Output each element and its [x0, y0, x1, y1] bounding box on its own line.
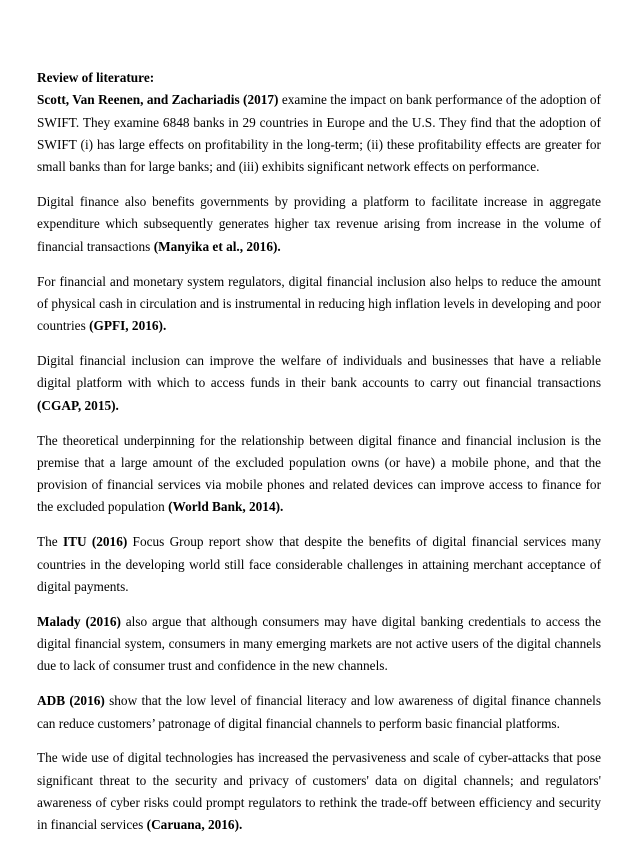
citation: Scott, Van Reenen, and Zachariadis (2017): [37, 92, 279, 108]
paragraph-manyika: [37, 191, 601, 258]
paragraph-malady: [37, 611, 601, 678]
paragraph-cgap: [37, 350, 601, 417]
citation: Malady (2016): [37, 613, 121, 629]
paragraph-text: The wide use of digital technologies has increased the pervasiveness and scale of cyber-attacks that pose significant threat to the security and privacy of customers' data on digital channels; and regulators' awareness of cyber risks could prompt regulators to rethink the trade-off between efficiency and security in financial services: [37, 750, 601, 833]
paragraph-scott: [37, 89, 601, 178]
citation: ADB (2016): [37, 693, 105, 709]
paragraph-text: show that the low level of financial literacy and low awareness of digital finance channels can reduce customers’ patronage of digital financial channels to perform basic financial platforms.: [37, 693, 601, 731]
paragraph-text: Focus Group report show that despite the benefits of digital financial services many countries in the developing world still face considerable challenges in attaining merchant acceptance of digital payments.: [37, 534, 602, 594]
citation: (CGAP, 2015).: [37, 397, 119, 413]
citation: ITU (2016): [62, 534, 128, 550]
paragraph-prefix: The: [37, 534, 63, 550]
paragraph-caruana: [37, 747, 601, 836]
paragraph-world-bank: [37, 430, 601, 519]
paragraph-text: Digital financial inclusion can improve the welfare of individuals and businesses that have a reliable digital platform with which to access funds in their bank accounts to carry out financial transactions: [37, 353, 601, 391]
paragraph-text: For financial and monetary system regulators, digital financial inclusion also helps to reduce the amount of physical cash in circulation and is instrumental in reducing high inflation levels in developing and poor countries: [37, 273, 601, 334]
citation: (World Bank, 2014).: [168, 499, 284, 515]
citation: (GPFI, 2016).: [89, 318, 167, 334]
paragraph-adb: [37, 690, 601, 735]
section-heading: Review of literature:: [37, 70, 155, 85]
citation: (Manyika et al., 2016).: [153, 238, 281, 254]
paragraph-text: Digital finance also benefits governments by providing a platform to facilitate increase in aggregate expenditure which subsequently generates higher tax revenue arising from increase in the volume of financial transactions: [37, 194, 601, 254]
document-page: [37, 67, 601, 849]
paragraph-text: also argue that although consumers may have digital banking credentials to access the digital financial system, consumers in many emerging markets are not active users of the digital channels due to lack of consumer trust and confidence in the new channels.: [37, 613, 601, 674]
paragraph-text: The theoretical underpinning for the relationship between digital finance and financial inclusion is the premise that a large amount of the excluded population owns (or have) a mobile phone, and that the provision of financial services via mobile phones and related devices can improve access to finance for the excluded population: [37, 432, 601, 515]
paragraph-gpfi: [37, 271, 601, 338]
citation: (Caruana, 2016).: [146, 817, 243, 833]
paragraph-text: examine the impact on bank performance of the adoption of SWIFT. They examine 6848 banks in 29 countries in Europe and the U.S. They find that the adoption of SWIFT (i) has large effects on profitability in the long-term; (ii) these profitability effects are greater for small banks than for large banks; and (iii) exhibits significant network effects on performance.: [37, 92, 601, 175]
paragraph-itu: [37, 531, 601, 598]
